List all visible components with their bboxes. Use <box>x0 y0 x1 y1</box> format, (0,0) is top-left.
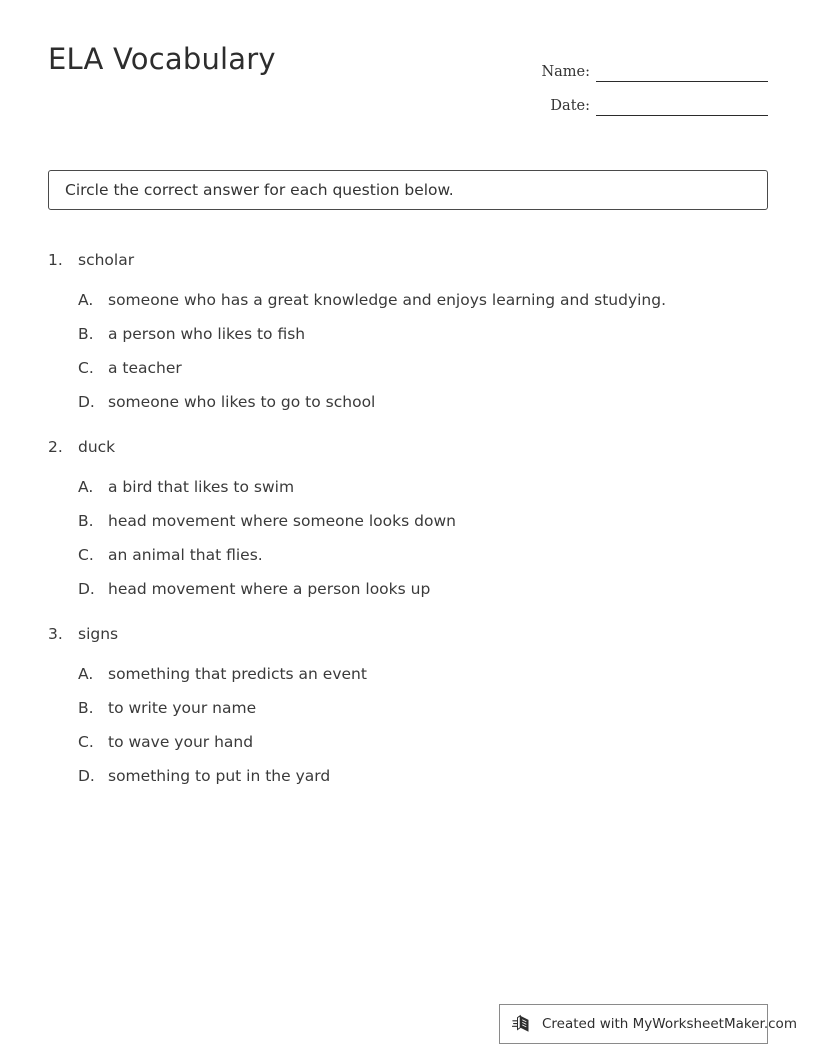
option-text: someone who has a great knowledge and enjoys learning and studying. <box>108 291 667 309</box>
name-field-row <box>518 48 768 82</box>
answer-option[interactable] <box>48 579 778 600</box>
option-letter[interactable]: B. <box>78 699 94 717</box>
page-title: ELA Vocabulary <box>48 42 276 76</box>
option-text: something to put in the yard <box>108 767 331 785</box>
question-block <box>48 624 778 787</box>
answer-option[interactable] <box>48 324 778 345</box>
question-block <box>48 250 778 413</box>
option-letter[interactable]: A. <box>78 291 94 309</box>
worksheet-maker-logo-icon <box>512 1013 534 1035</box>
option-letter[interactable]: C. <box>78 359 94 377</box>
option-letter[interactable]: A. <box>78 478 94 496</box>
option-letter[interactable]: C. <box>78 546 94 564</box>
option-letter[interactable]: C. <box>78 733 94 751</box>
option-letter[interactable]: B. <box>78 512 94 530</box>
option-text: a bird that likes to swim <box>108 478 295 496</box>
worksheet-header <box>48 42 768 122</box>
question-number: 2. <box>48 438 63 456</box>
date-label: Date: <box>550 98 590 114</box>
option-letter[interactable]: B. <box>78 325 94 343</box>
option-text: a person who likes to fish <box>108 325 306 343</box>
question-number: 3. <box>48 625 63 643</box>
name-date-fields <box>518 48 768 116</box>
question-prompt <box>48 624 778 645</box>
date-input-line[interactable] <box>596 95 768 116</box>
answer-option[interactable] <box>48 766 778 787</box>
option-text: to write your name <box>108 699 257 717</box>
question-block <box>48 437 778 600</box>
question-prompt <box>48 437 778 458</box>
question-prompt <box>48 250 778 271</box>
question-word: signs <box>78 625 119 643</box>
answer-option[interactable] <box>48 290 778 311</box>
instruction-box <box>48 170 768 210</box>
question-number: 1. <box>48 251 63 269</box>
option-text: head movement where someone looks down <box>108 512 456 530</box>
name-input-line[interactable] <box>596 61 768 82</box>
option-text: someone who likes to go to school <box>108 393 376 411</box>
option-letter[interactable]: A. <box>78 665 94 683</box>
answer-option[interactable] <box>48 392 778 413</box>
answer-option[interactable] <box>48 664 778 685</box>
answer-option[interactable] <box>48 698 778 719</box>
option-letter[interactable]: D. <box>78 393 95 411</box>
answer-option[interactable] <box>48 511 778 532</box>
answer-option[interactable] <box>48 477 778 498</box>
answer-option[interactable] <box>48 358 778 379</box>
option-text: to wave your hand <box>108 733 254 751</box>
option-text: something that predicts an event <box>108 665 367 683</box>
option-letter[interactable]: D. <box>78 580 95 598</box>
option-letter[interactable]: D. <box>78 767 95 785</box>
question-word: duck <box>78 438 116 456</box>
footer-attribution-badge[interactable] <box>499 1004 797 1044</box>
questions-list <box>48 250 778 811</box>
instruction-text: Circle the correct answer for each question below. <box>65 181 454 199</box>
option-text: a teacher <box>108 359 182 377</box>
footer-attribution-text: Created with MyWorksheetMaker.com <box>542 1016 797 1032</box>
answer-option[interactable] <box>48 545 778 566</box>
question-word: scholar <box>78 251 135 269</box>
name-label: Name: <box>541 64 590 80</box>
option-text: an animal that flies. <box>108 546 263 564</box>
answer-option[interactable] <box>48 732 778 753</box>
date-field-row <box>518 82 768 116</box>
option-text: head movement where a person looks up <box>108 580 431 598</box>
